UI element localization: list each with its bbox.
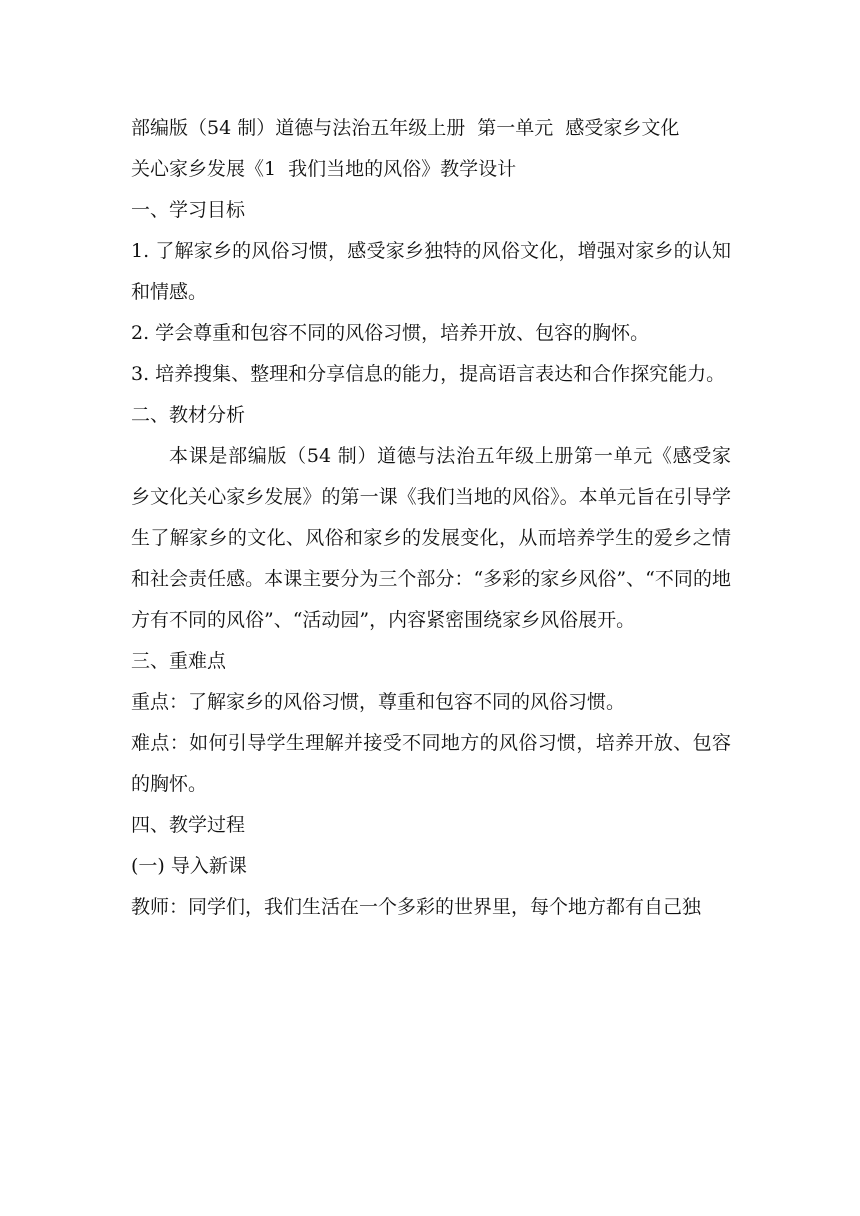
document-title-line-1: 部编版（54 制）道德与法治五年级上册 第一单元 感受家乡文化 <box>131 117 680 139</box>
learning-goal-2: 2. 学会尊重和包容不同的风俗习惯，培养开放、包容的胸怀。 <box>131 322 650 344</box>
section-heading-material-analysis: 二、教材分析 <box>131 404 246 426</box>
document-body <box>131 108 731 928</box>
key-point-text: 重点：了解家乡的风俗习惯，尊重和包容不同的风俗习惯。 <box>131 691 626 713</box>
section-heading-key-points: 三、重难点 <box>131 650 227 672</box>
document-title-line-2: 关心家乡发展《1 我们当地的风俗》教学设计 <box>131 158 517 180</box>
learning-goal-1: 1. 了解家乡的风俗习惯，感受家乡独特的风俗文化，增强对家乡的认知和情感。 <box>131 240 731 303</box>
material-analysis-paragraph: 本课是部编版（54 制）道德与法治五年级上册第一单元《感受家乡文化关心家乡发展》的第一课《我们当地的风俗》。本单元旨在引导学生了解家乡的文化、风俗和家乡的发展变化，从而培养学生的爱乡之情和社会责任感。本课主要分为三个部分：“多彩的家乡风俗”、“不同的地方有不同的风俗”、“活动园”，内容紧密围绕家乡风俗展开。 <box>131 445 731 631</box>
teacher-dialogue-line: 教师：同学们，我们生活在一个多彩的世界里，每个地方都有自己独 <box>131 896 702 918</box>
section-heading-learning-goals: 一、学习目标 <box>131 199 246 221</box>
difficult-point-text: 难点：如何引导学生理解并接受不同地方的风俗习惯，培养开放、包容的胸怀。 <box>131 732 731 795</box>
section-heading-teaching-process: 四、教学过程 <box>131 814 246 836</box>
learning-goal-3: 3. 培养搜集、整理和分享信息的能力，提高语言表达和合作探究能力。 <box>131 363 726 385</box>
subsection-heading-introduction: (一) 导入新课 <box>131 855 247 877</box>
